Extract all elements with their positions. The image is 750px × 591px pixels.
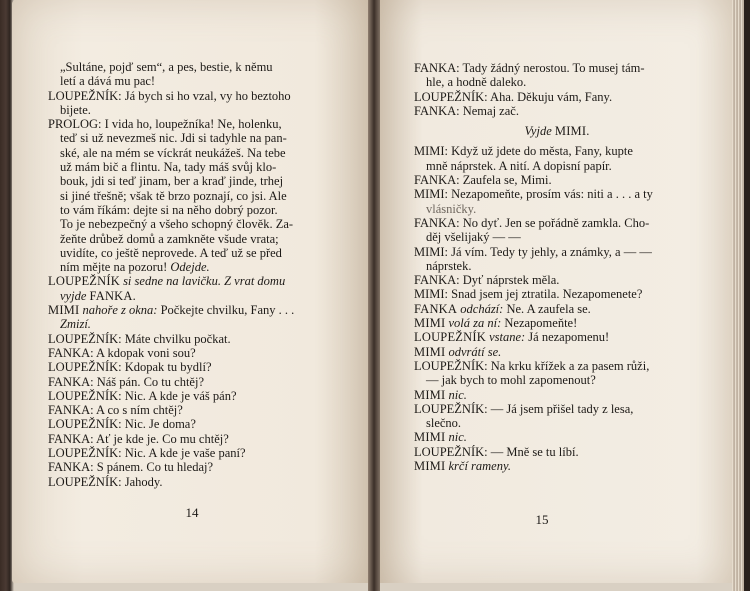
- text-line: bouk, jdi si teď jinam, ber a kraď jinde, trhej: [60, 174, 284, 189]
- text-line: To je nebezpečný a všeho schopný člověk. Za-: [60, 217, 294, 232]
- text-line: MIMI volá za ní: Nezapomeňte!: [414, 316, 578, 331]
- text-line: FANKA: Dyť náprstek měla.: [414, 273, 560, 288]
- stage-direction: vstane:: [489, 330, 526, 345]
- text-line: FANKA odchází: Ne. A zaufela se.: [414, 301, 591, 316]
- text-line: letí a dává mu pac!: [60, 74, 156, 89]
- text-line: FANKA: Tady žádný nerostou. To musej tám-: [414, 61, 645, 75]
- text-line: ské, ale na mém se víckrát neukážeš. Na tebe: [60, 145, 286, 160]
- text-line: LOUPEŽNÍK: Máte chvilku počkat.: [48, 331, 231, 346]
- right-page: [380, 0, 732, 583]
- text-line: mně náprstek. A nití. A dopisní papír.: [426, 158, 612, 173]
- text-line: vyjde FANKA.: [60, 288, 136, 303]
- stage-direction: volá za ní:: [448, 316, 502, 331]
- page-edges: [732, 0, 750, 591]
- text-line: FANKA: Ať je kde je. Co mu chtěj?: [48, 431, 229, 446]
- stage-direction: odchází:: [460, 301, 504, 316]
- text-line: MIMI: Když už jdete do města, Fany, kupte: [414, 144, 633, 159]
- text-line: FANKA: Nemaj zač.: [414, 103, 519, 118]
- text-line: MIMI odvrátí se.: [414, 344, 502, 359]
- text-line: LOUPEŽNÍK: Na krku křížek a za pasem růži,: [414, 358, 650, 373]
- text-line: MIMI: Snad jsem jej ztratila. Nezapomenete?: [414, 287, 643, 302]
- text-line: LOUPEŽNÍK: Aha. Děkuju vám, Fany.: [414, 89, 613, 104]
- stage-direction: vyjde: [60, 288, 87, 303]
- text-line: MIMI nahoře z okna: Počkejte chvilku, Fany . . .: [48, 303, 295, 318]
- stage-direction: nic.: [448, 430, 467, 445]
- stage-direction: Zmizí.: [60, 317, 91, 332]
- text-line: MIMI nic.: [414, 430, 467, 445]
- text-line: LOUPEŽNÍK: — Mně se tu líbí.: [414, 444, 579, 459]
- text-line: si jiné třešně; však tě brzo poznají, co jsi. Ale: [60, 188, 287, 203]
- text-line: bijete.: [60, 102, 91, 117]
- text-line: MIMI nic.: [414, 387, 467, 402]
- text-line: „Sultáne, pojď sem“, a pes, bestie, k němu: [60, 60, 273, 74]
- text-line: LOUPEŽNÍK vstane: Já nezapomenu!: [414, 330, 610, 345]
- text-line: děj všelijaký — —: [426, 230, 521, 245]
- text-line: LOUPEŽNÍK: — Já jsem přišel tady z lesa,: [414, 401, 634, 416]
- text-line: FANKA: No dyť. Jen se pořádně zamkla. Cho-: [414, 215, 650, 230]
- text-line: žeňte drůbež domů a zamkněte všude vrata;: [60, 231, 279, 246]
- stage-direction: si sedne na lavičku. Z vrat domu: [123, 274, 286, 289]
- stage-direction: odvrátí se.: [448, 344, 502, 359]
- text-line: teď si už nevezmeš nic. Jdi si tadyhle na pan-: [60, 131, 287, 146]
- right-page-text: [414, 61, 710, 473]
- text-line: FANKA: A kdopak voni sou?: [48, 345, 196, 360]
- page-number: 15: [535, 512, 549, 527]
- stage-direction: nahoře z okna:: [82, 303, 158, 318]
- text-line: MIMI krčí rameny.: [414, 459, 511, 474]
- stage-direction: krčí rameny.: [448, 459, 511, 474]
- text-line: to vám říkám: dejte si na něho dobrý pozor.: [60, 202, 278, 217]
- text-line: LOUPEŽNÍK si sedne na lavičku. Z vrat domu: [48, 274, 286, 289]
- text-line: MIMI: Nezapomeňte, prosím vás: niti a . . . a ty: [414, 187, 653, 202]
- text-line: MIMI: Já vím. Tedy ty jehly, a známky, a — —: [414, 244, 652, 259]
- text-line: uvidíte, co ještě neprovede. A teď už se před: [60, 245, 282, 260]
- text-line: LOUPEŽNÍK: Nic. A kde je váš pán?: [48, 388, 237, 403]
- text-line: ním mějte na pozoru! Odejde.: [60, 260, 210, 275]
- text-line: už mám bič a flintu. Na, tady máš svůj klo-: [60, 160, 277, 175]
- text-line: — jak bych to mohl zapomenout?: [426, 373, 596, 388]
- stage-direction-line: Vyjde MIMI.: [524, 124, 590, 139]
- text-line: LOUPEŽNÍK: Kdopak tu bydlí?: [48, 360, 212, 375]
- page-number: 14: [185, 505, 199, 520]
- stage-direction: Odejde.: [170, 260, 210, 275]
- left-page: [12, 0, 368, 583]
- text-line: FANKA: Zaufela se, Mimi.: [414, 173, 552, 188]
- text-line: LOUPEŽNÍK: Nic. Je doma?: [48, 417, 196, 432]
- book-gutter: [368, 0, 380, 591]
- text-line: náprstek.: [426, 258, 472, 273]
- text-line: vlásničky.: [426, 201, 477, 216]
- text-line: [48, 317, 344, 331]
- text-line: FANKA: S pánem. Co tu hledaj?: [48, 460, 214, 475]
- left-page-text: [48, 60, 344, 489]
- text-line: hle, a hodně daleko.: [426, 75, 527, 90]
- text-line: FANKA: A co s ním chtěj?: [48, 403, 183, 418]
- stage-direction: nic.: [448, 387, 467, 402]
- text-line: FANKA: Náš pán. Co tu chtěj?: [48, 374, 204, 389]
- text-line: PROLOG: I vida ho, loupežníka! Ne, holenku,: [48, 117, 282, 132]
- text-line: LOUPEŽNÍK: Jahody.: [48, 474, 163, 489]
- text-line: slečno.: [426, 416, 462, 431]
- text-line: LOUPEŽNÍK: Já bych si ho vzal, vy ho beztoho: [48, 88, 291, 103]
- text-line: LOUPEŽNÍK: Nic. A kde je vaše paní?: [48, 446, 246, 461]
